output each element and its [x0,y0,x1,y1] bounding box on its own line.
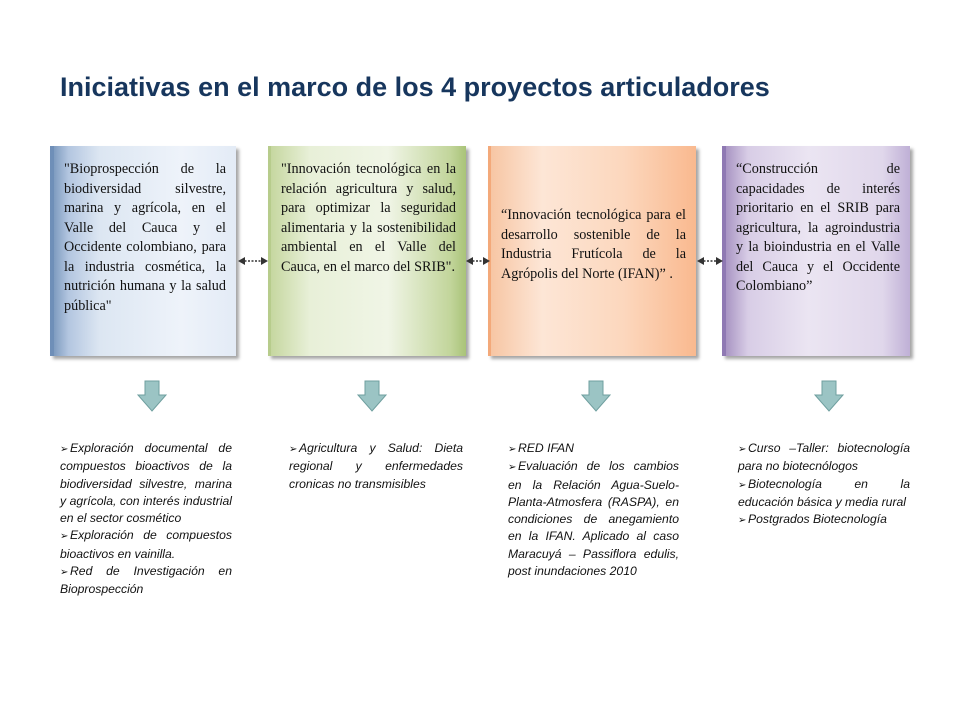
project-text: “Construcción de capacidades de interés prioritario en el SRIB para agricultura, la agroindustria y la bioindustria en el Valle del Cauca y el Occidente Colombiano” [736,161,900,294]
page-title: Iniciativas en el marco de los 4 proyectos articuladores [60,72,770,102]
bullet-arrow-icon: ➢ [60,567,69,579]
project-box-ifan [488,146,696,356]
bullet-arrow-icon: ➢ [508,462,517,474]
bullet-arrow-icon: ➢ [289,444,298,455]
initiatives-list-4 [738,440,910,529]
list-item: ➢ Red de Investigación en Bioprospección [60,564,232,597]
project-box-agricultura-salud [268,146,466,356]
double-arrow-icon [466,254,490,268]
bullet-arrow-icon: ➢ [738,515,747,527]
list-item: ➢ Evaluación de los cambios en la Relación Agua-Suelo-Planta-Atmosfera (RASPA), en condiciones de anegamiento en la IFAN. Aplicado al caso Maracuyá – Passiflora edulis, post inundaciones 2010 [508,459,679,579]
list-item: ➢ Agricultura y Salud: Dieta regional y enfermedades cronicas no transmisibles [289,441,463,491]
project-box-bioprospeccion [50,146,236,356]
down-arrow-icon [137,380,167,412]
list-item: ➢ Exploración documental de compuestos bioactivos de la biodiversidad silvestre, marina y agrícola, con interés industrial en el sector cosmético [60,441,232,526]
list-item: ➢ Postgrados Biotecnología [738,511,910,529]
project-text: "Bioprospección de la biodiversidad silvestre, marina y agrícola, en el Valle del Cauca y el Occidente colombiano, para la industria cosmética, la nutrición humana y la salud pública" [64,161,226,314]
bullet-arrow-icon: ➢ [60,531,69,543]
list-item: ➢ RED IFAN [508,440,679,458]
down-arrow-icon [581,380,611,412]
down-arrow-icon [814,380,844,412]
list-item: ➢ Curso –Taller: biotecnología para no biotecnólogos [738,441,910,474]
project-text: "Innovación tecnológica en la relación agricultura y salud, para optimizar la seguridad alimentaria y la sostenibilidad ambiental en el Valle del Cauca, en el marco del SRIB". [281,161,456,275]
list-item: ➢ Biotecnología en la educación básica y media rural [738,476,910,509]
bullet-arrow-icon: ➢ [60,444,69,455]
bullet-arrow-icon: ➢ [508,444,517,455]
bullet-arrow-icon: ➢ [738,479,747,491]
initiatives-list-2 [289,440,463,493]
initiatives-list-1 [60,440,232,599]
double-arrow-icon [697,254,723,268]
list-item: ➢ Exploración de compuestos bioactivos en vainilla. [60,528,232,561]
project-box-capacidades [722,146,910,356]
double-arrow-icon [238,254,268,268]
bullet-arrow-icon: ➢ [738,444,747,455]
initiatives-list-3 [508,440,679,580]
project-text: “Innovación tecnológica para el desarrollo sostenible de la Industria Frutícola de la Agrópolis del Norte (IFAN)” . [501,207,686,282]
down-arrow-icon [357,380,387,412]
